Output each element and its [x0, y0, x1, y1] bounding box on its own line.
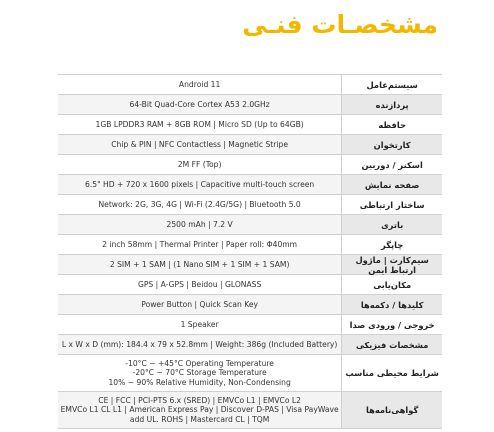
- spec-value: [58, 115, 341, 134]
- spec-value: [58, 315, 341, 334]
- spec-value: [58, 295, 341, 314]
- spec-value-line: L x W x D (mm): 184.4 x 79 x 52.8mm | Weight: 386g (Included Battery): [61, 339, 338, 349]
- spec-value-line: -20°C ~ 70°C Storage Temperature: [132, 368, 267, 378]
- spec-row: [58, 135, 442, 155]
- spec-value-line: 6.5" HD + 720 x 1600 pixels | Capacitive multi-touch screen: [85, 179, 315, 189]
- spec-row: [58, 74, 442, 95]
- spec-row: [58, 315, 442, 335]
- spec-label: حافظه: [341, 115, 442, 134]
- spec-value-line: Android 11: [178, 79, 221, 89]
- spec-label: شرایط محیطی مناسب: [341, 355, 442, 391]
- spec-label: کارتخوان: [341, 135, 442, 154]
- spec-value-line: 1GB LPDDR3 RAM + 8GB ROM | Micro SD (Up to 64GB): [95, 119, 304, 129]
- spec-label: باتری: [341, 215, 442, 234]
- spec-value-line: -10°C ~ +45°C Operating Temperature: [125, 359, 274, 369]
- spec-value: [58, 355, 341, 391]
- spec-value-line: 2500 mAh | 7.2 V: [166, 219, 233, 229]
- page-title: مشخصـات فنـی: [242, 10, 438, 39]
- spec-row: [58, 235, 442, 255]
- spec-value-line: add UL. ROHS | Mastercard CL | TQM: [129, 414, 270, 424]
- spec-value: [58, 155, 341, 174]
- spec-value: [58, 335, 341, 354]
- spec-row: [58, 255, 442, 275]
- spec-row: [58, 175, 442, 195]
- spec-value-line: Network: 2G, 3G, 4G | Wi-Fi (2.4G/5G) | Bluetooth 5.0: [98, 199, 301, 209]
- spec-value-line: 2 inch 58mm | Thermal Printer | Paper roll: Φ40mm: [102, 239, 298, 249]
- spec-value: [58, 392, 341, 428]
- spec-value: [58, 215, 341, 234]
- spec-label: چاپگر: [341, 235, 442, 254]
- spec-row: [58, 155, 442, 175]
- spec-value: [58, 135, 341, 154]
- spec-value-line: 1 Speaker: [180, 319, 219, 329]
- spec-row: [58, 195, 442, 215]
- spec-value-line: Chip & PIN | NFC Contactless | Magnetic Stripe: [111, 139, 289, 149]
- spec-row: [58, 115, 442, 135]
- spec-label: اسکنر / دوربین: [341, 155, 442, 174]
- spec-label: سیم‌کارت | ماژول ارتباط ایمن: [341, 255, 442, 274]
- spec-row: [58, 392, 442, 429]
- spec-table: [58, 74, 442, 429]
- spec-value: [58, 255, 341, 274]
- spec-label: گواهی‌نامه‌ها: [341, 392, 442, 428]
- spec-row: [58, 95, 442, 115]
- spec-value: [58, 235, 341, 254]
- spec-row: [58, 295, 442, 315]
- spec-value: [58, 95, 341, 114]
- spec-value-line: 64-Bit Quad-Core Cortex A53 2.0GHz: [129, 99, 270, 109]
- spec-label: ساختار ارتباطی: [341, 195, 442, 214]
- spec-value: [58, 195, 341, 214]
- spec-label: مشخصات فیزیکی: [341, 335, 442, 354]
- spec-value: [58, 275, 341, 294]
- spec-value-line: 2M FF (Top): [177, 159, 222, 169]
- spec-value: [58, 75, 341, 94]
- spec-value-line: GPS | A-GPS | Beidou | GLONASS: [137, 279, 262, 289]
- spec-label: مکان‌یابی: [341, 275, 442, 294]
- spec-label: صفحه نمایش: [341, 175, 442, 194]
- spec-row: [58, 215, 442, 235]
- spec-value-line: EMVCo L1 CL L1 | American Express Pay | Discover D-PAS | Visa PayWave: [60, 405, 339, 415]
- spec-row: [58, 335, 442, 355]
- spec-value-line: CE | FCC | PCI-PTS 6.x (SRED) | EMVCo L1 | EMVCo L2: [98, 396, 301, 406]
- spec-label: کلیدها / دکمه‌ها: [341, 295, 442, 314]
- spec-value: [58, 175, 341, 194]
- spec-value-line: Power Button | Quick Scan Key: [141, 299, 258, 309]
- spec-label: سیستم‌عامل: [341, 75, 442, 94]
- spec-row: [58, 355, 442, 392]
- spec-row: [58, 275, 442, 295]
- spec-label: خروجی / ورودی صدا: [341, 315, 442, 334]
- spec-label: پردازنده: [341, 95, 442, 114]
- spec-value-line: 10% ~ 90% Relative Humidity, Non-Condensing: [108, 377, 291, 387]
- spec-value-line: 2 SIM + 1 SAM | (1 Nano SIM + 1 SIM + 1 SAM): [109, 259, 290, 269]
- header: [242, 10, 438, 39]
